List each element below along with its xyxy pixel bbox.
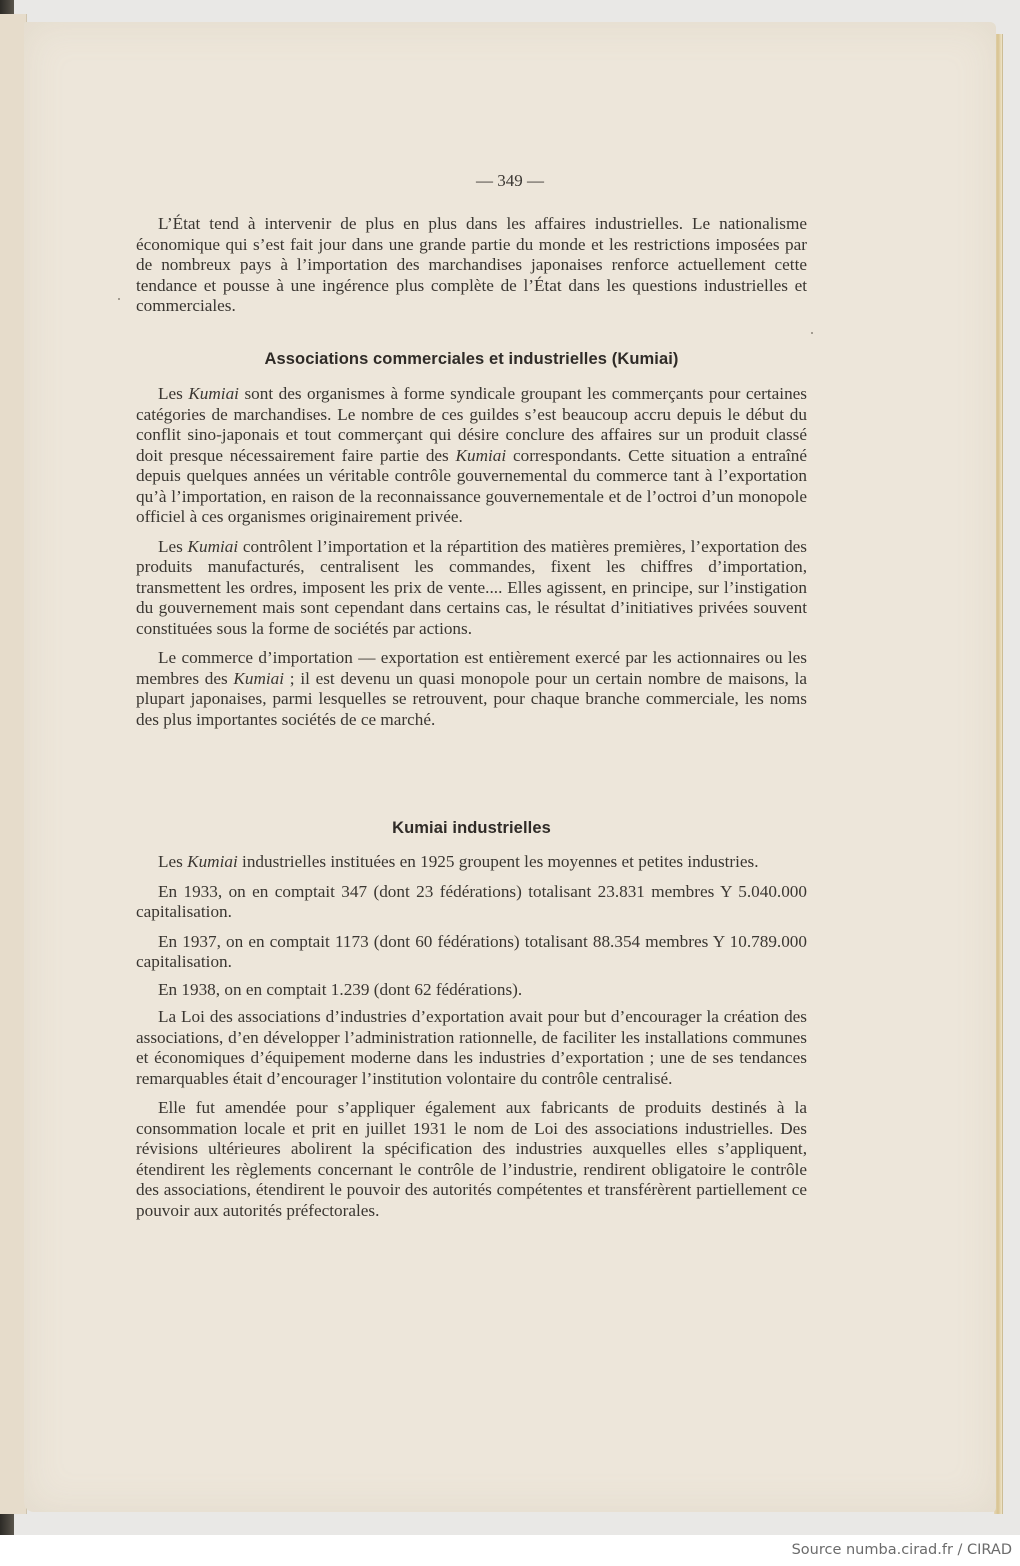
statistics-1937: En 1937, on en comptait 1173 (dont 60 fédérations) totalisant 88.354 membres Y 10.789.000 capitalisation. bbox=[136, 931, 807, 971]
previous-page-edge bbox=[0, 14, 27, 1514]
section-associations-body bbox=[136, 384, 807, 730]
term-kumiai: Kumiai bbox=[455, 445, 507, 465]
paragraph-law-amendment: Elle fut amendée pour s’appliquer également aux fabricants de produits destinés à la consommation locale et prit en juillet 1931 le nom de Loi des associations industrielles. Des révisions ultérieures abolirent la spécification des industries auxquelles elles s’appliquent, étendirent les règlements concernant le contrôle de l’industrie, rendirent obligatoire le contrôle des associations, étendirent le pouvoir des autorités compétentes et transférèrent partiellement ce pouvoir aux autorités préfectorales. bbox=[136, 1098, 807, 1220]
paragraph-text: correspondants. Cette situation a entraîné depuis quelques années un véritable contrôle gouvernemental du commerce tant à l’exportation qu’à l’importation, en raison de la reconnaissance gouvernementale et de l’octroi d’un monopole officiel à ces organismes originairement privée. bbox=[136, 445, 808, 526]
scan-speck bbox=[118, 298, 120, 300]
paragraph-text: sont des organismes à forme syndicale groupant les commerçants pour certaines catégories de marchandises. Le nombre de ces guildes s’est beaucoup accru depuis le début du conflit sino-japonais et tout commerçant qui désire conclure des affaires sur un produit classé doit presque nécessairement faire partie des bbox=[136, 384, 807, 465]
paragraph-text: Les bbox=[158, 852, 188, 871]
term-kumiai: Kumiai bbox=[187, 852, 238, 871]
paragraph-export-law: La Loi des associations d’industries d’exportation avait pour but d’encourager la création des associations, d’en développer l’administration rationnelle, de faciliter les installations communes et économiques d’équipement moderne dans les industries d’exportation ; une de ses tendances remarquables était d’encourager l’institution volontaire du contrôle centralisé. bbox=[136, 1007, 807, 1088]
section-heading-kumiai-industrielles: Kumiai industrielles bbox=[392, 819, 551, 837]
paragraph-text: Les bbox=[158, 536, 188, 556]
intro-paragraph: L’État tend à intervenir de plus en plus dans les affaires industrielles. Le nationalisme économique qui s’est fait jour dans une grande partie du monde et les restrictions imposées par de nombreux pays à l’importation des marchandises japonaises renforce actuellement cette tendance et pousse à une ingérence plus complète de l’État dans les questions industrielles et commerciales. bbox=[136, 214, 807, 315]
paragraph-text: ; il est devenu un quasi monopole pour un certain nombre de maisons, la plupart japonaises, parmi lesquelles se retrouvent, pour chaque branche commerciale, les noms des plus importantes sociétés de ce marché. bbox=[136, 668, 807, 729]
source-attribution: Source numba.cirad.fr / CIRAD bbox=[791, 1542, 1012, 1558]
paragraph bbox=[136, 852, 807, 873]
term-kumiai: Kumiai bbox=[187, 536, 239, 556]
page-number: — 349 — bbox=[476, 171, 544, 190]
paragraph-text: Le commerce d’importation — exportation est entièrement exercé par les actionnaires ou les membres des bbox=[136, 648, 807, 688]
paragraph-text: contrôlent l’importation et la répartition des matières premières, l’exportation des produits manufacturés, centralisent les commandes, fixent les chiffres d’importation, transmettent les ordres, imposent les prix de vente.... Elles agissent, en principe, sur l’instigation du gouvernement mais sont cependant dans certains cas, le résultat d’initiatives privées souvent constituées sous la forme de sociétés par actions. bbox=[136, 536, 807, 638]
statistics-1933: En 1933, on en comptait 347 (dont 23 fédérations) totalisant 23.831 membres Y 5.040.000 capitalisation. bbox=[136, 881, 807, 921]
paragraph-text: industrielles instituées en 1925 groupent les moyennes et petites industries. bbox=[237, 852, 759, 871]
intro-paragraph-block bbox=[136, 214, 807, 317]
paragraph bbox=[136, 537, 807, 640]
section-kumiai-industrielles-body bbox=[136, 852, 807, 1221]
term-kumiai: Kumiai bbox=[233, 668, 285, 688]
paragraph bbox=[136, 384, 807, 528]
scan-speck bbox=[811, 332, 813, 334]
section-heading-associations: Associations commerciales et industrielles (Kumiai) bbox=[264, 350, 679, 368]
paragraph bbox=[136, 648, 807, 730]
paragraph-text: Les bbox=[158, 384, 189, 403]
statistics-1938: En 1938, on en comptait 1.239 (dont 62 fédérations). bbox=[158, 979, 523, 999]
term-kumiai: Kumiai bbox=[188, 384, 239, 403]
